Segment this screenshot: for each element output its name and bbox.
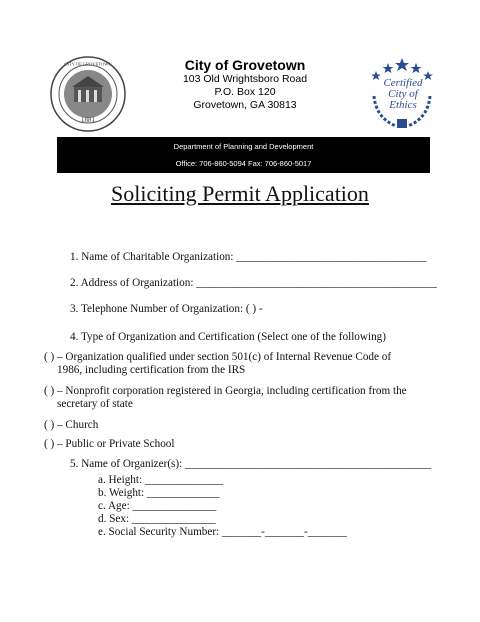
option-nonprofit: ( ) – Nonprofit corporation registered in Georgia, including certification from the	[44, 385, 407, 397]
option-nonprofit-cont: secretary of state	[57, 398, 133, 410]
question-5: 5. Name of Organizer(s): ____________________________________________	[70, 458, 432, 470]
question-3: 3. Telephone Number of Organization: ( ) -	[70, 303, 263, 315]
organizer-ssn: e. Social Security Number: _______-_______-_______	[98, 526, 347, 538]
option-501c-cont: 1986, including certification from the IRS	[57, 364, 246, 376]
organizer-age: c. Age: _______________	[98, 500, 217, 512]
address-line-2: P.O. Box 120	[214, 86, 276, 98]
page-title: Soliciting Permit Application	[111, 181, 369, 206]
question-4: 4. Type of Organization and Certification (Select one of the following)	[70, 331, 387, 343]
address-line-1: 103 Old Wrightsboro Road	[182, 73, 308, 85]
svg-text:1881: 1881	[81, 116, 95, 124]
option-school: ( ) – Public or Private School	[44, 438, 175, 450]
city-name: City of Grovetown	[184, 57, 306, 73]
department-banner	[57, 137, 430, 173]
address-line-3: Grovetown, GA 30813	[193, 99, 297, 111]
city-seal	[50, 56, 126, 132]
organizer-sex: d. Sex: _______________	[98, 513, 216, 525]
question-1: 1. Name of Charitable Organization: __________________________________	[70, 251, 427, 263]
svg-text:CITY OF GROVETOWN: CITY OF GROVETOWN	[64, 61, 112, 67]
option-501c: ( ) – Organization qualified under section 501(c) of Internal Revenue Code of	[44, 351, 392, 363]
question-2: 2. Address of Organization: ___________________________________________	[70, 277, 437, 289]
letterhead	[160, 57, 330, 112]
organizer-height: a. Height: ______________	[98, 474, 224, 486]
department-contact: Office: 706-860-5094 Fax: 706-860-5017	[175, 159, 312, 168]
certified-text: Certified City of Ethics	[383, 77, 423, 111]
option-church: ( ) – Church	[44, 419, 99, 431]
department-name: Department of Planning and Development	[173, 142, 314, 151]
organizer-weight: b. Weight: _____________	[98, 487, 220, 499]
